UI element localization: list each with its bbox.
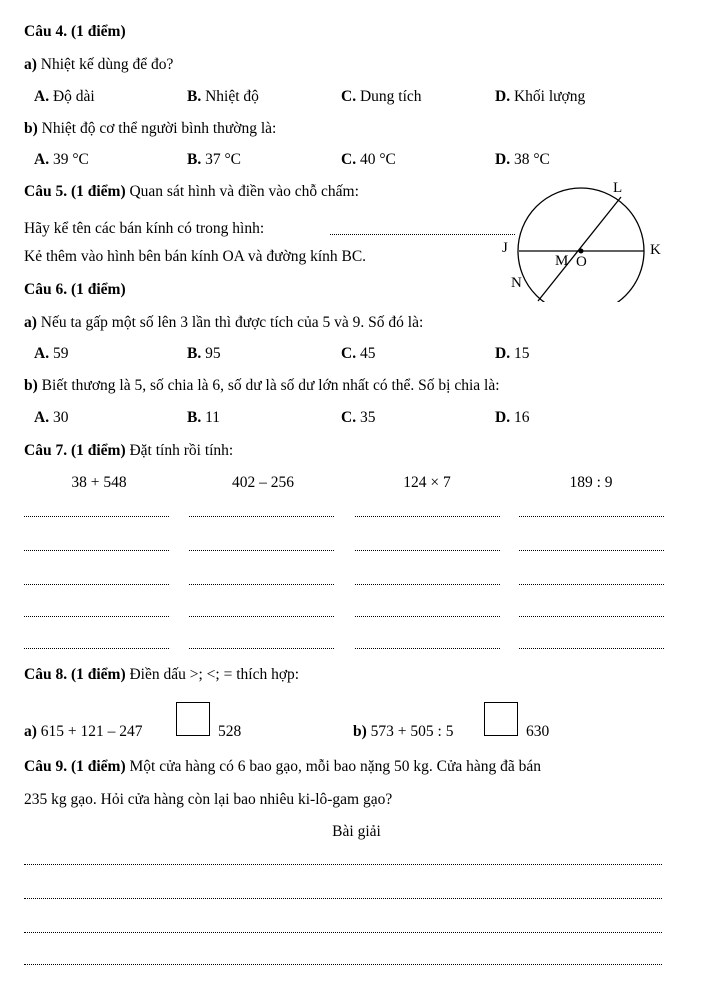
label-M: M bbox=[555, 253, 569, 269]
calc-4: 189 : 9 bbox=[569, 474, 613, 491]
q6b-option-a[interactable]: A. 30 bbox=[34, 409, 69, 426]
q8b-expression: b) 573 + 505 : 5 bbox=[353, 723, 454, 740]
label-N: N bbox=[511, 275, 522, 291]
work-line[interactable] bbox=[24, 616, 169, 617]
work-line[interactable] bbox=[519, 648, 664, 649]
work-line[interactable] bbox=[519, 550, 664, 551]
work-line[interactable] bbox=[24, 550, 169, 551]
work-line[interactable] bbox=[355, 648, 500, 649]
work-line[interactable] bbox=[189, 516, 334, 517]
q4a-option-b[interactable]: B. Nhiệt độ bbox=[187, 88, 259, 105]
q6b-option-c[interactable]: C. 35 bbox=[341, 409, 376, 426]
q8b-answer-box[interactable] bbox=[484, 702, 518, 736]
work-line[interactable] bbox=[355, 584, 500, 585]
work-line[interactable] bbox=[24, 516, 169, 517]
q6a-question: a) Nếu ta gấp một số lên 3 lần thì được tích của 5 và 9. Số đó là: bbox=[24, 314, 424, 331]
q4a-option-a[interactable]: A. Độ dài bbox=[34, 88, 95, 105]
q8-heading: Câu 8. (1 điểm) Điền dấu >; <; = thích hợp: bbox=[24, 666, 300, 683]
work-line[interactable] bbox=[355, 516, 500, 517]
q4b-option-d[interactable]: D. 38 °C bbox=[495, 151, 550, 168]
q4-title: Câu 4. (1 điểm) bbox=[24, 23, 126, 40]
q4a-question: a) Nhiệt kế dùng để đo? bbox=[24, 56, 174, 73]
q4a-option-d[interactable]: D. Khối lượng bbox=[495, 88, 586, 105]
q6a-option-b[interactable]: B. 95 bbox=[187, 345, 221, 362]
work-line[interactable] bbox=[519, 516, 664, 517]
work-line[interactable] bbox=[24, 648, 169, 649]
q4a-option-c[interactable]: C. Dung tích bbox=[341, 88, 422, 105]
q5-line1: Hãy kể tên các bán kính có trong hình: bbox=[24, 220, 265, 237]
q4b-option-b[interactable]: B. 37 °C bbox=[187, 151, 242, 168]
solution-line[interactable] bbox=[24, 932, 662, 933]
calc-2: 402 – 256 bbox=[232, 474, 294, 491]
work-line[interactable] bbox=[189, 616, 334, 617]
q8b-right: 630 bbox=[526, 723, 550, 740]
work-line[interactable] bbox=[355, 550, 500, 551]
q5-answer-dots[interactable] bbox=[330, 234, 515, 235]
circle-figure bbox=[496, 172, 676, 302]
work-line[interactable] bbox=[24, 584, 169, 585]
calc-1: 38 + 548 bbox=[71, 474, 127, 491]
work-line[interactable] bbox=[189, 648, 334, 649]
q8a-expression: a) 615 + 121 – 247 bbox=[24, 723, 143, 740]
q6a-option-d[interactable]: D. 15 bbox=[495, 345, 530, 362]
work-line[interactable] bbox=[519, 584, 664, 585]
work-line[interactable] bbox=[189, 584, 334, 585]
circle bbox=[518, 188, 644, 302]
work-line[interactable] bbox=[189, 550, 334, 551]
q5-heading: Câu 5. (1 điểm) Quan sát hình và điền vào chỗ chấm: bbox=[24, 183, 359, 200]
label-K: K bbox=[650, 242, 661, 258]
q8a-answer-box[interactable] bbox=[176, 702, 210, 736]
q4b-question: b) Nhiệt độ cơ thể người bình thường là: bbox=[24, 120, 277, 137]
q8a-right: 528 bbox=[218, 723, 242, 740]
q6a-option-c[interactable]: C. 45 bbox=[341, 345, 376, 362]
label-O: O bbox=[576, 254, 587, 270]
label-J: J bbox=[502, 240, 508, 256]
q9-line1: Câu 9. (1 điểm) Một cửa hàng có 6 bao gạo, mỗi bao nặng 50 kg. Cửa hàng đã bán bbox=[24, 758, 542, 775]
q4b-option-a[interactable]: A. 39 °C bbox=[34, 151, 89, 168]
solution-line[interactable] bbox=[24, 964, 662, 965]
q9-line2: 235 kg gạo. Hỏi cửa hàng còn lại bao nhiêu ki-lô-gam gạo? bbox=[24, 791, 393, 808]
work-line[interactable] bbox=[355, 616, 500, 617]
q6a-option-a[interactable]: A. 59 bbox=[34, 345, 69, 362]
solution-line[interactable] bbox=[24, 864, 662, 865]
q5-line2: Kẻ thêm vào hình bên bán kính OA và đường kính BC. bbox=[24, 248, 367, 265]
q6b-question: b) Biết thương là 5, số chia là 6, số dư là số dư lớn nhất có thể. Số bị chia là: bbox=[24, 377, 500, 394]
q4b-option-c[interactable]: C. 40 °C bbox=[341, 151, 396, 168]
q6b-option-b[interactable]: B. 11 bbox=[187, 409, 221, 426]
solution-line[interactable] bbox=[24, 898, 662, 899]
calc-3: 124 × 7 bbox=[403, 474, 451, 491]
q7-heading: Câu 7. (1 điểm) Đặt tính rồi tính: bbox=[24, 442, 234, 459]
q6-title: Câu 6. (1 điểm) bbox=[24, 281, 126, 298]
work-line[interactable] bbox=[519, 616, 664, 617]
label-L: L bbox=[613, 180, 623, 196]
q6b-option-d[interactable]: D. 16 bbox=[495, 409, 530, 426]
center-point bbox=[579, 249, 584, 254]
solution-label: Bài giải bbox=[332, 823, 381, 840]
